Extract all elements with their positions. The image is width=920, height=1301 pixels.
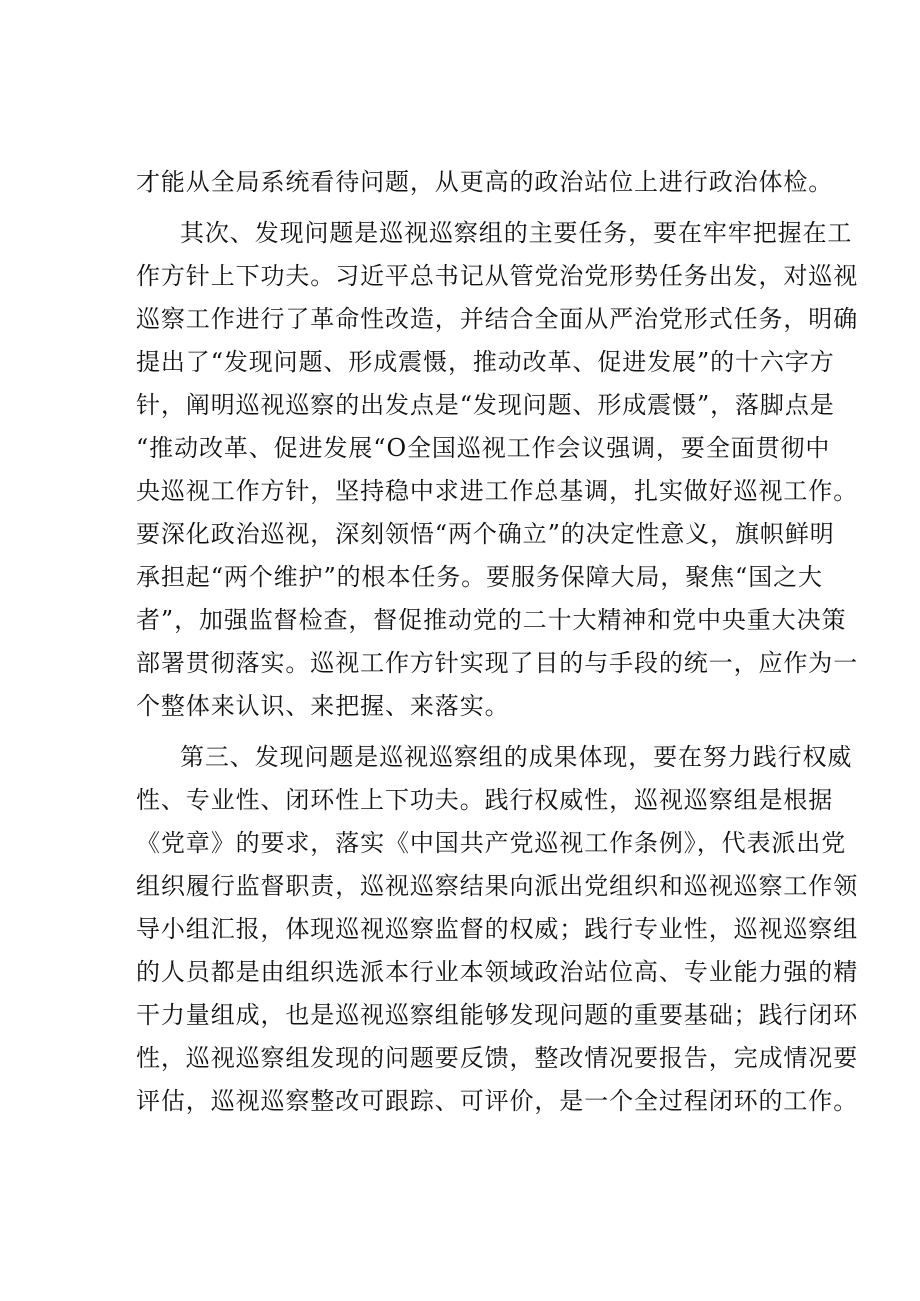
text-line-4: 巡察工作进行了革命性改造，并结合全面从严治党形式任务，明确	[136, 305, 859, 333]
text-line-13: 个整体来认识、来把握、来落实。	[136, 692, 510, 720]
text-line-12: 部署贯彻落实。巡视工作方针实现了目的与手段的统一，应作为一	[136, 649, 859, 677]
text-line-7: “推动改革、促进发展“O全国巡视工作会议强调，要全面贯彻中	[136, 434, 831, 462]
text-line-14: 第三、发现问题是巡视巡察组的成果体现，要在努力践行权威	[180, 743, 853, 771]
text-line-1: 才能从全局系统看待问题，从更高的政治站位上进行政治体检。	[136, 168, 834, 196]
text-line-11: 者”，加强监督检查，督促推动党的二十大精神和党中央重大决策	[136, 606, 847, 634]
text-line-16: 《党章》的要求，落实《中国共产党巡视工作条例》，代表派出党	[136, 829, 847, 857]
text-line-19: 的人员都是由组织选派本行业本领域政治站位高、专业能力强的精	[136, 958, 859, 986]
text-line-10: 承担起“两个维护”的根本任务。要服务保障大局，聚焦“国之大	[136, 563, 823, 591]
text-line-22: 评估，巡视巡察整改可跟踪、可评价，是一个全过程闭环的工作。	[136, 1087, 859, 1115]
text-line-3: 作方针上下功夫。习近平总书记从管党治党形势任务出发，对巡视	[136, 262, 859, 290]
text-line-8: 央巡视工作方针，坚持稳中求进工作总基调，扎实做好巡视工作。	[136, 477, 859, 505]
text-line-6: 针，阐明巡视巡察的出发点是“发现问题、形成震慑”，落脚点是	[136, 391, 835, 419]
text-line-15: 性、专业性、闭环性上下功夫。践行权威性，巡视巡察组是根据	[136, 786, 834, 814]
text-line-17: 组织履行监督职责，巡视巡察结果向派出党组织和巡视巡察工作领	[136, 872, 859, 900]
text-line-18: 导小组汇报，体现巡视巡察监督的权威；践行专业性，巡视巡察组	[136, 915, 859, 943]
text-line-21: 性，巡视巡察组发现的问题要反馈，整改情况要报告，完成情况要	[136, 1044, 859, 1072]
text-line-20: 干力量组成，也是巡视巡察组能够发现问题的重要基础；践行闭环	[136, 1001, 859, 1029]
text-line-9: 要深化政治巡视，深刻领悟“两个确立”的决定性意义，旗帜鲜明	[136, 520, 835, 548]
text-line-5: 提出了“发现问题、形成震慑，推动改革、促进发展”的十六字方	[136, 348, 835, 376]
text-line-2: 其次、发现问题是巡视巡察组的主要任务，要在牢牢把握在工	[180, 219, 853, 247]
